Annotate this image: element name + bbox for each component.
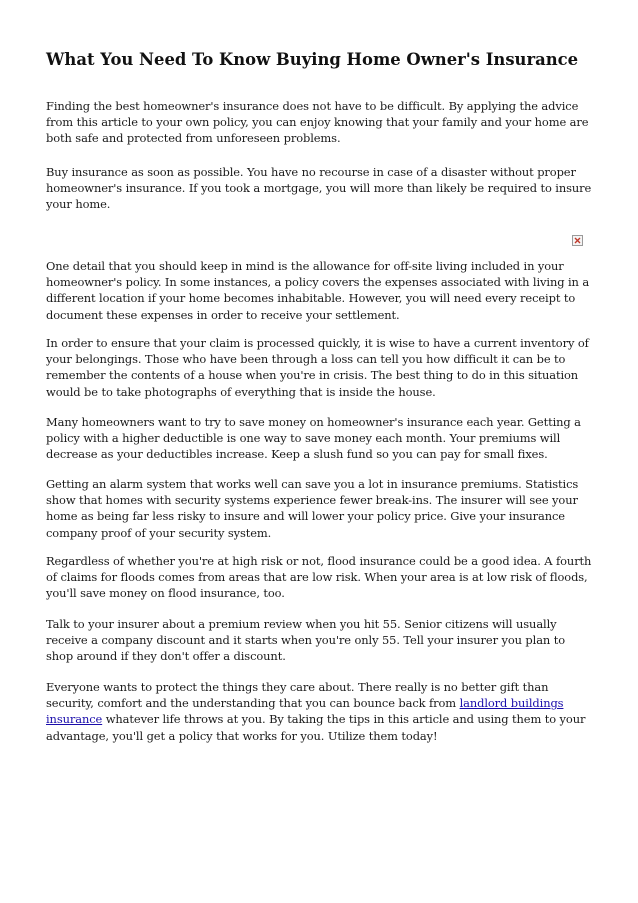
- close-x-icon: [573, 236, 582, 245]
- conclusion-text-after: whatever life throws at you. By taking the tips in this article and using them to your advantage, you'll get a policy that works for you. Utilize them today!: [46, 712, 586, 743]
- landlord-insurance-link[interactable]: landlord buildings insurance: [46, 696, 564, 727]
- paragraph-intro: Finding the best homeowner's insurance does not have to be difficult. By applying the advice from this article to your own policy, you can enjoy knowing that your family and your home are both safe and protected from unforeseen problems.: [46, 99, 589, 146]
- paragraph-flood-insurance: Regardless of whether you're at high risk or not, flood insurance could be a good idea. A fourth of claims for floods comes from areas that are low risk. When your area is at low risk of floods, you'll save money on flood insurance, too.: [46, 554, 592, 601]
- paragraph-alarm-system: Getting an alarm system that works well can save you a lot in insurance premiums. Statistics show that homes with security systems experience fewer break-ins. The insurer will see your home as being far less risky to insure and will lower your policy price. Give your insurance company proof of your security system.: [46, 477, 579, 540]
- paragraph-off-site-living: One detail that you should keep in mind is the allowance for off-site living included in your homeowner's policy. In some instances, a policy covers the expenses associated with living in a different location if your home becomes inhabitable. However, you will need every receipt to document these expenses in order to receive your settlement.: [46, 259, 590, 322]
- conclusion-text-before: Everyone wants to protect the things they care about. There really is no better gift than security, comfort and the understanding that you can bounce back from: [46, 680, 549, 711]
- paragraph-buy-early: Buy insurance as soon as possible. You have no recourse in case of a disaster without proper homeowner's insurance. If you took a mortgage, you will more than likely be required to insure your home.: [46, 165, 592, 212]
- paragraph-conclusion: [46, 679, 594, 744]
- page-title: What You Need To Know Buying Home Owner's Insurance: [46, 50, 579, 69]
- paragraph-senior-discount: Talk to your insurer about a premium review when you hit 55. Senior citizens will usually receive a company discount and it starts when you're only 55. Tell your insurer you plan to shop around if they don't offer a discount.: [46, 617, 566, 664]
- paragraph-deductible: Many homeowners want to try to save money on homeowner's insurance each year. Getting a policy with a higher deductible is one way to save money each month. Your premiums will decrease as your deductibles increase. Keep a slush fund so you can pay for small fixes.: [46, 415, 581, 462]
- paragraph-inventory: In order to ensure that your claim is processed quickly, it is wise to have a current inventory of your belongings. Those who have been through a loss can tell you how difficult it can be to remember the contents of a house when you're in crisis. The best thing to do in this situation would be to take photographs of everything that is inside the house.: [46, 336, 589, 399]
- broken-image-icon: [572, 235, 583, 246]
